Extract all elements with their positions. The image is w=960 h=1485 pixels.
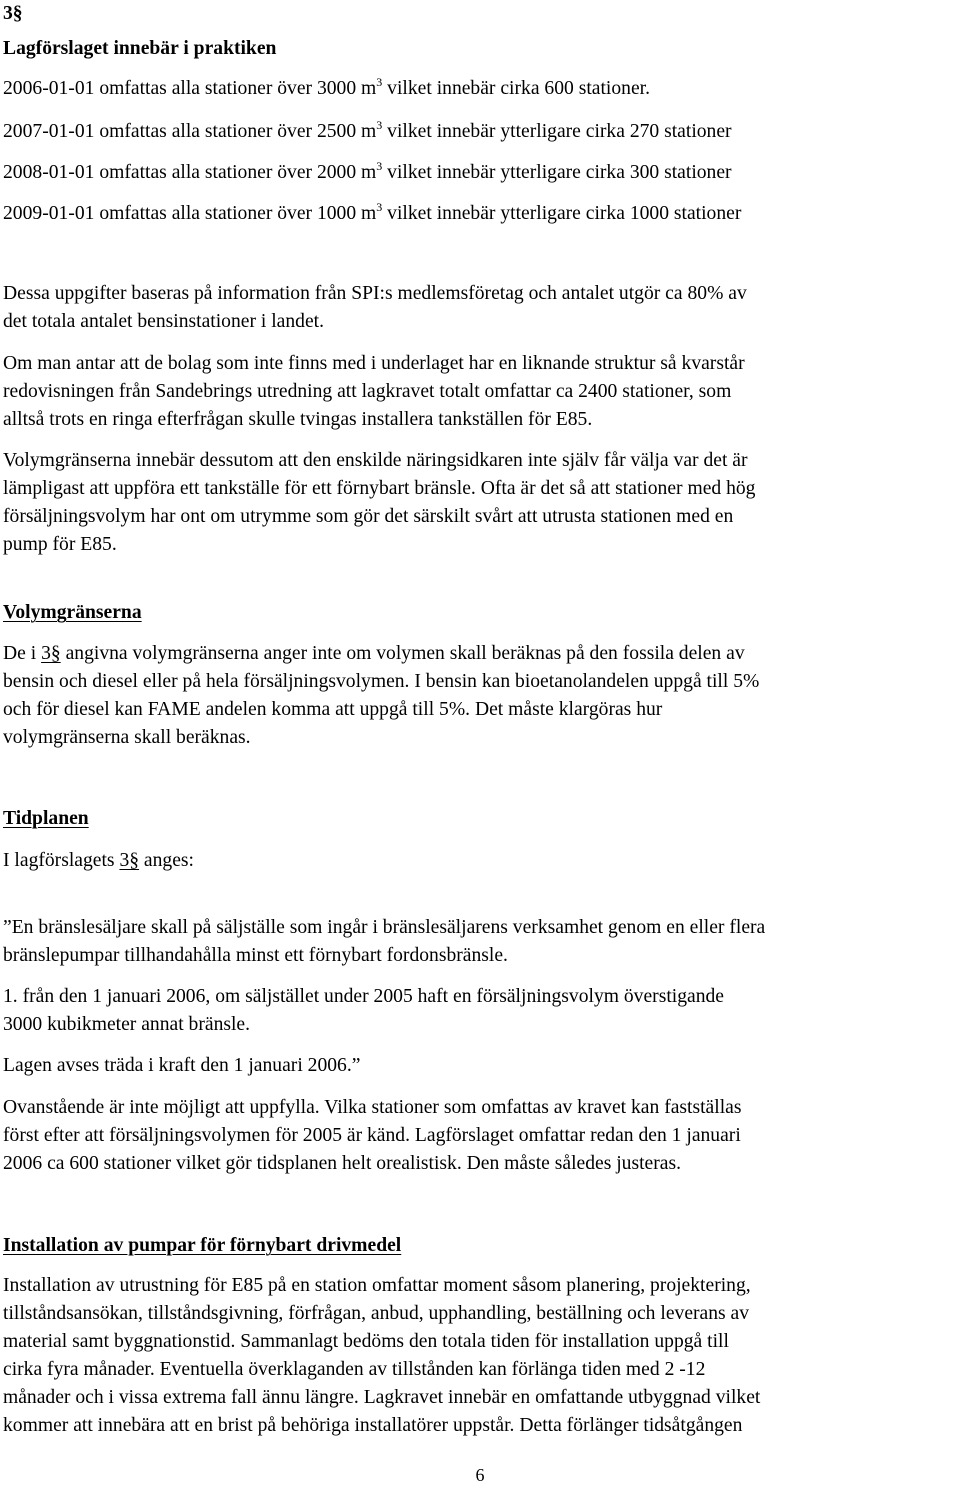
para3-line-4: pump för E85. bbox=[3, 534, 117, 555]
tidplan-intro: I lagförslagets 3§ anges: bbox=[3, 850, 194, 871]
para6-line-2: tillståndsansökan, tillståndsgivning, förfrågan, anbud, upphandling, beställning och leverans av bbox=[3, 1303, 750, 1324]
quote-line-1: ”En bränslesäljare skall på säljställe som ingår i bränslesäljarens verksamhet genom en eller flera bbox=[3, 917, 766, 938]
para4-line-4: volymgränserna skall beräknas. bbox=[3, 727, 251, 748]
para5-line-1: Ovanstående är inte möjligt att uppfylla. Vilka stationer som omfattas av kravet kan fastställas bbox=[3, 1097, 742, 1118]
quote-item-line-2: 3000 kubikmeter annat bränsle. bbox=[3, 1014, 251, 1035]
para2-line-3: alltså trots en ringa efterfrågan skulle tvingas installera tankställen för E85. bbox=[3, 409, 593, 430]
heading-volymgranserna: Volymgränserna bbox=[3, 602, 142, 623]
quote-end: Lagen avses träda i kraft den 1 januari 2006.” bbox=[3, 1055, 361, 1076]
schedule-line-2007: 2007-01-01 omfattas alla stationer över 2500 $m^3$ vilket innebär ytterligare cirka 270 stationer bbox=[3, 118, 732, 142]
schedule-line-2008: 2008-01-01 omfattas alla stationer över 2000 $m^3$ vilket innebär ytterligare cirka 300 stationer bbox=[3, 159, 732, 183]
heading-lagforslaget: Lagförslaget innebär i praktiken bbox=[3, 38, 277, 59]
para3-line-1: Volymgränserna innebär dessutom att den enskilde näringsidkaren inte själv får välja var det är bbox=[3, 450, 748, 471]
page-number: 6 bbox=[475, 1465, 485, 1485]
para3-line-2: lämpligast att uppföra ett tankställe för ett förnybart bränsle. Ofta är det så att stationer med hög bbox=[3, 478, 756, 499]
para4-line-2: bensin och diesel eller på hela försäljningsvolymen. I bensin kan bioetanolandelen uppgå till 5% bbox=[3, 671, 760, 692]
para6-line-5: månader och i vissa extrema fall ännu längre. Lagkravet innebär en omfattande utbyggnad vilket bbox=[3, 1387, 761, 1408]
para2-line-2: redovisningen från Sandebrings utredning att lagkravet totalt omfattar ca 2400 stationer, som bbox=[3, 381, 732, 402]
para3-line-3: försäljningsvolym har ont om utrymme som gör det särskilt svårt att utrusta stationen med en bbox=[3, 506, 734, 527]
schedule-line-2009: 2009-01-01 omfattas alla stationer över 1000 $m^3$ vilket innebär ytterligare cirka 1000 stationer bbox=[3, 200, 742, 224]
para6-line-6: kommer att innebära att en brist på behöriga installatörer uppstår. Detta förlänger tidsåtgången bbox=[3, 1415, 743, 1436]
schedule-line-2006: 2006-01-01 omfattas alla stationer över 3000 $m^3$ vilket innebär cirka 600 stationer. bbox=[3, 75, 650, 99]
para5-line-2: först efter att försäljningsvolymen för 2005 är känd. Lagförslaget omfattar redan den 1 januari bbox=[3, 1125, 741, 1146]
para5-line-3: 2006 ca 600 stationer vilket gör tidsplanen helt orealistisk. Den måste således justeras. bbox=[3, 1153, 681, 1174]
heading-installation: Installation av pumpar för förnybart drivmedel bbox=[3, 1235, 402, 1256]
quote-line-2: bränslepumpar tillhandahålla minst ett förnybart fordonsbränsle. bbox=[3, 945, 508, 966]
para2-line-1: Om man antar att de bolag som inte finns med i underlaget har en liknande struktur så kvarstår bbox=[3, 353, 745, 374]
para6-line-4: cirka fyra månader. Eventuella överklaganden av tillstånden kan förlänga tiden med 2 -12 bbox=[3, 1359, 706, 1380]
para6-line-3: material samt byggnationstid. Sammanlagt bedöms den totala tiden för installation uppgå till bbox=[3, 1331, 729, 1352]
para4-line-1: De i 3§ angivna volymgränserna anger inte om volymen skall beräknas på den fossila delen av bbox=[3, 643, 745, 664]
para6-line-1: Installation av utrustning för E85 på en station omfattar moment såsom planering, projektering, bbox=[3, 1275, 751, 1296]
para4-line-3: och för diesel kan FAME andelen komma att uppgå till 5%. Det måste klargöras hur bbox=[3, 699, 663, 720]
section-marker: 3§ bbox=[3, 3, 23, 24]
heading-tidplanen: Tidplanen bbox=[3, 808, 89, 829]
para1-line-2: det totala antalet bensinstationer i landet. bbox=[3, 311, 325, 332]
para1-line-1: Dessa uppgifter baseras på information från SPI:s medlemsföretag och antalet utgör ca 80% av bbox=[3, 283, 747, 304]
quote-item-line-1: 1. från den 1 januari 2006, om säljstället under 2005 haft en försäljningsvolym överstigande bbox=[3, 986, 724, 1007]
